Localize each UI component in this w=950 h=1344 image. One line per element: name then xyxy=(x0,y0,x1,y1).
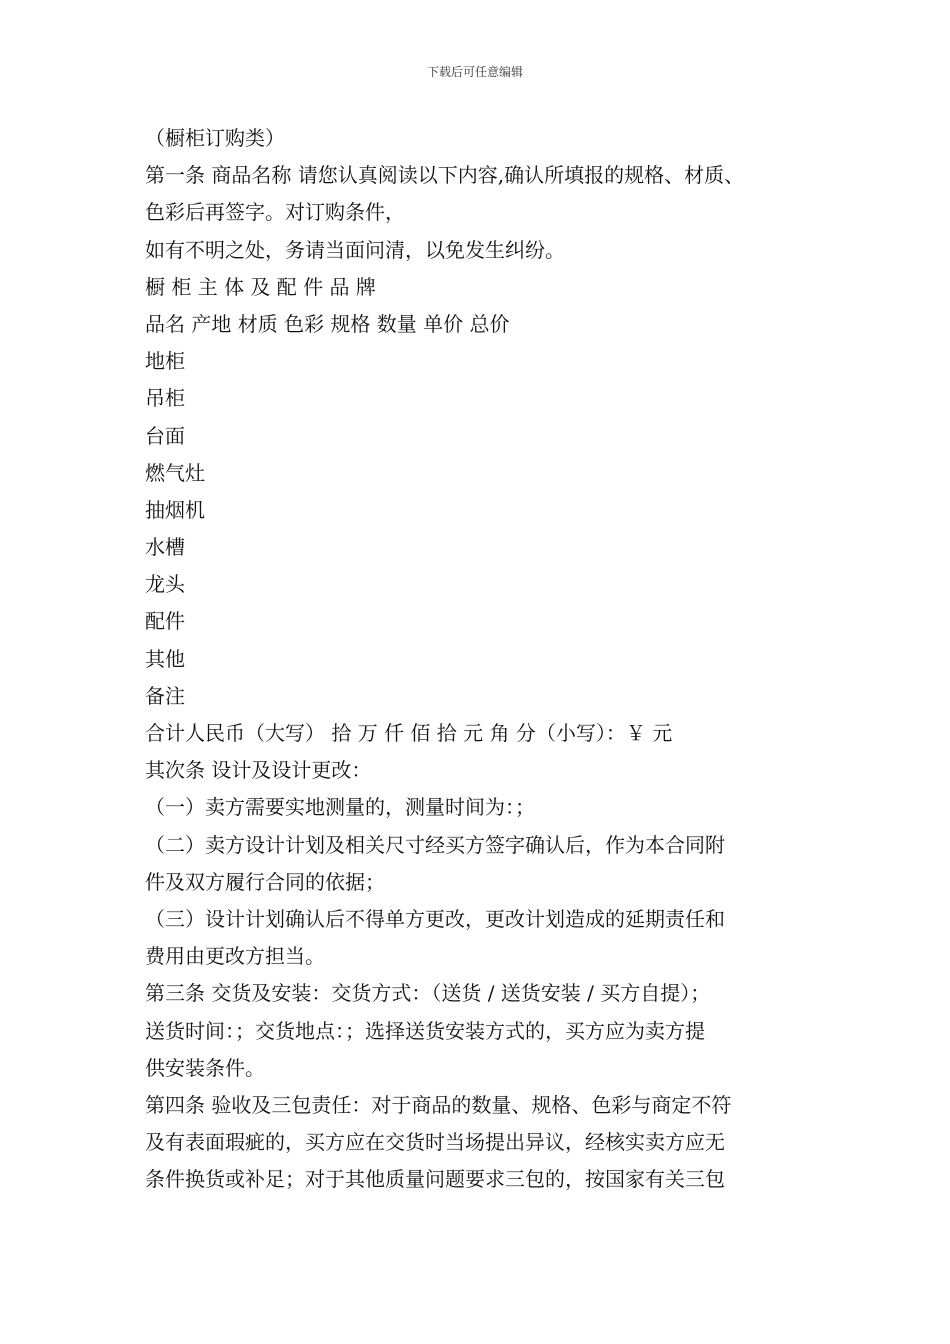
item-row-label: 龙头 xyxy=(145,572,185,597)
doc-title: （橱柜订购类） xyxy=(145,126,285,150)
article-4-text: 条件换货或补足；对于其他质量问题要求三包的，按国家有关三包 xyxy=(145,1167,725,1192)
article-2-clause: （二）卖方设计计划及相关尺寸经买方签字确认后，作为本合同附 xyxy=(145,832,725,857)
item-row-label: 配件 xyxy=(145,609,185,634)
article-2-clause: （一）卖方需要实地测量的，测量时间为：； xyxy=(145,795,535,820)
article-1-text: 如有不明之处，务请当面问清，以免发生纠纷。 xyxy=(145,237,565,262)
article-4-text: 第四条 验收及三包责任：对于商品的数量、规格、色彩与商定不符 xyxy=(145,1092,732,1117)
document-body xyxy=(145,120,825,1198)
remarks-label: 备注 xyxy=(145,683,185,708)
item-row-label: 台面 xyxy=(145,423,185,448)
article-2-clause: 件及双方履行合同的依据； xyxy=(145,869,385,894)
article-2-clause: 费用由更改方担当。 xyxy=(145,944,325,969)
article-3-text: 送货时间：；交货地点：；选择送货安装方式的，买方应为卖方提 xyxy=(145,1018,705,1043)
article-1-text: 第一条 商品名称 请您认真阅读以下内容,确认所填报的规格、材质、 xyxy=(145,163,745,188)
article-3-text: 供安装条件。 xyxy=(145,1055,265,1080)
article-4-text: 及有表面瑕疵的，买方应在交货时当场提出异议，经核实卖方应无 xyxy=(145,1130,725,1155)
brand-heading: 橱 柜 主 体 及 配 件 品 牌 xyxy=(145,274,376,299)
item-row-label: 水槽 xyxy=(145,535,185,560)
item-row-label: 其他 xyxy=(145,646,185,671)
item-row-label: 吊柜 xyxy=(145,386,185,411)
item-row-label: 地柜 xyxy=(145,349,185,374)
item-row-label: 燃气灶 xyxy=(145,460,205,485)
item-column-headers: 品名 产地 材质 色彩 规格 数量 单价 总价 xyxy=(145,311,510,336)
article-2-heading: 其次条 设计及设计更改： xyxy=(145,758,372,783)
item-row-label: 抽烟机 xyxy=(145,497,205,522)
article-3-text: 第三条 交货及安装：交货方式：（送货 / 送货安装 / 买方自提）； xyxy=(145,981,711,1006)
page-header: 下载后可任意编辑 xyxy=(426,65,523,79)
article-2-clause: （三）设计计划确认后不得单方更改，更改计划造成的延期责任和 xyxy=(145,906,725,931)
total-amount-line: 合计人民币（大写） 拾 万 仟 佰 拾 元 角 分（小写）：￥ 元 xyxy=(145,721,673,745)
article-1-text: 色彩后再签字。对订购条件， xyxy=(145,200,405,225)
